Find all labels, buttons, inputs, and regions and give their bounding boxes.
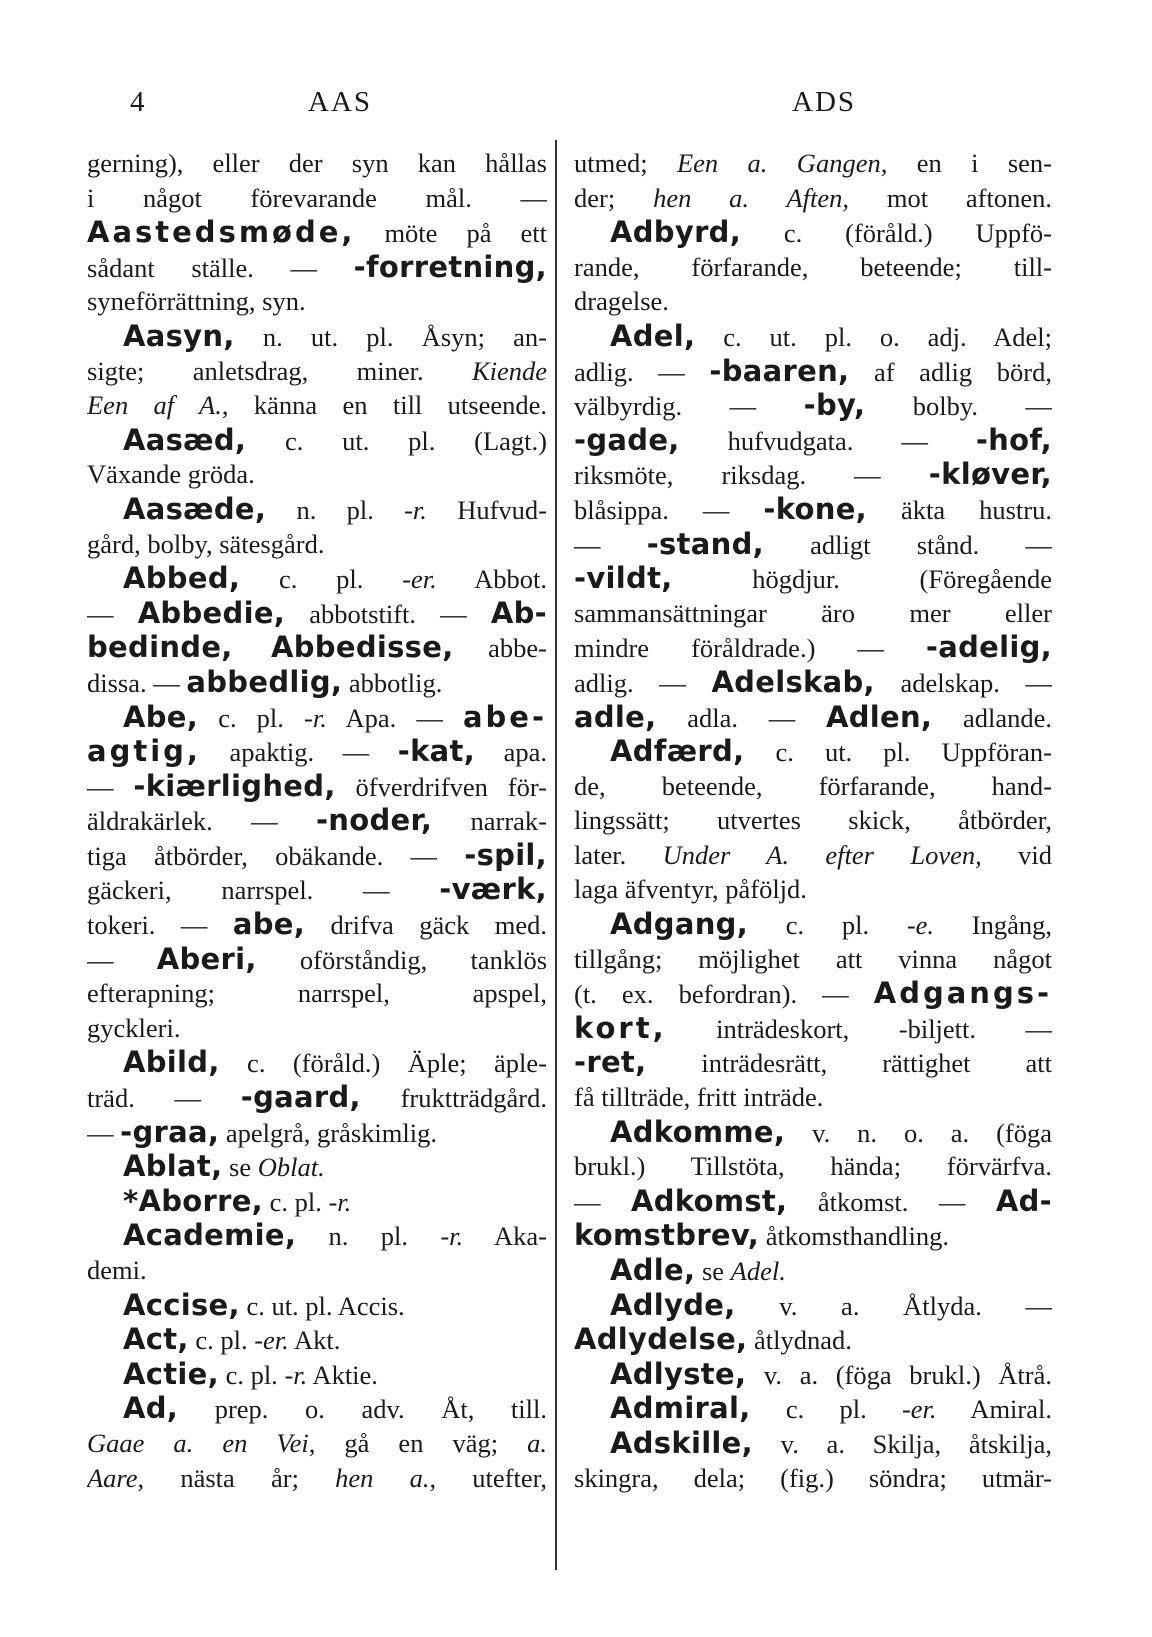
headword: Abbedie, bbox=[137, 595, 286, 630]
definition-text: — bbox=[87, 598, 138, 629]
definition-text: inträdesrätt, rättighet att bbox=[646, 1048, 1052, 1079]
headword: bedinde, Abbedisse, bbox=[87, 630, 454, 665]
dictionary-line bbox=[574, 1115, 1052, 1150]
definition-text: c. pl. bbox=[188, 1325, 255, 1356]
headword: adle, bbox=[574, 699, 657, 734]
dictionary-line bbox=[87, 250, 547, 285]
definition-text: c. ut. pl. o. adj. Adel; bbox=[695, 321, 1052, 352]
definition-text: adligt stånd. — bbox=[763, 529, 1052, 560]
headword: agtig, bbox=[87, 734, 201, 769]
definition-text: abbotstift. — bbox=[285, 598, 491, 629]
definition-text: Apa. — bbox=[326, 702, 463, 733]
dictionary-line bbox=[574, 181, 1052, 216]
dictionary-line bbox=[574, 1045, 1052, 1080]
dictionary-line bbox=[574, 838, 1052, 873]
definition-text: de, beteende, förfarande, hand- bbox=[574, 770, 1052, 801]
definition-text: utmed; bbox=[574, 148, 677, 178]
headword: Accise, bbox=[123, 1287, 240, 1322]
definition-text: efterapning; narrspel, apspel, bbox=[87, 978, 547, 1009]
italic-text: -r. bbox=[440, 1221, 464, 1252]
dictionary-line bbox=[87, 1184, 547, 1219]
definition-text: later. bbox=[574, 839, 663, 870]
dictionary-line bbox=[574, 1080, 1052, 1115]
headword: Adlyste, bbox=[610, 1356, 747, 1391]
italic-text: -r. bbox=[404, 494, 427, 525]
definition-text: , känna en till utseende. bbox=[221, 390, 547, 421]
headword: -noder, bbox=[315, 803, 433, 838]
dictionary-line bbox=[87, 1149, 547, 1184]
definition-text: inträdeskort, -biljett. — bbox=[666, 1013, 1052, 1044]
definition-text: välbyrdig. — bbox=[574, 391, 804, 422]
definition-text: lingssätt; utvertes skick, åtbörder, bbox=[574, 805, 1052, 836]
dictionary-line bbox=[574, 976, 1052, 1011]
dictionary-line bbox=[574, 1218, 1052, 1253]
definition-text: c. pl. bbox=[198, 702, 305, 733]
headword: Aasyn, bbox=[123, 318, 235, 353]
dictionary-line bbox=[87, 1357, 547, 1392]
italic-text: Een af A. bbox=[87, 390, 222, 421]
definition-text: c. pl. bbox=[750, 1394, 902, 1425]
definition-text: v. a. Skilja, åtskilja, bbox=[752, 1428, 1052, 1459]
dictionary-line bbox=[87, 630, 547, 665]
dictionary-line bbox=[87, 527, 547, 562]
headword: -graa, bbox=[120, 1114, 220, 1149]
dictionary-line bbox=[574, 527, 1052, 562]
headword: Adkomst, bbox=[630, 1183, 788, 1218]
headword: -stand, bbox=[646, 526, 764, 561]
dictionary-line bbox=[87, 665, 547, 700]
definition-text: — bbox=[87, 944, 157, 975]
definition-text: adla. — bbox=[656, 702, 826, 733]
definition-text: adlig. — bbox=[574, 356, 710, 387]
dictionary-line bbox=[87, 319, 547, 354]
dictionary-line bbox=[87, 492, 547, 527]
definition-text: högdjur. (Föregående bbox=[672, 564, 1052, 595]
headword: Aberi, bbox=[156, 941, 257, 976]
definition-text: Abbot. bbox=[436, 564, 547, 595]
definition-text: åtlydnad. bbox=[747, 1325, 852, 1356]
definition-text: sigte; anletsdrag, miner. bbox=[87, 355, 472, 386]
headword: Adel, bbox=[610, 318, 696, 353]
italic-text: -er. bbox=[402, 564, 437, 595]
dictionary-line bbox=[87, 1288, 547, 1323]
headword: Ad- bbox=[995, 1183, 1052, 1218]
dictionary-line bbox=[87, 1218, 547, 1253]
headword: Adle, bbox=[610, 1253, 696, 1287]
dictionary-line bbox=[574, 1322, 1052, 1357]
definition-text: adlig. — bbox=[574, 667, 712, 698]
headword: Adkomme, bbox=[610, 1114, 786, 1149]
definition-text: tiga åtbörder, obäkande. — bbox=[87, 840, 465, 871]
dictionary-line bbox=[87, 1080, 547, 1115]
definition-text: träd. — bbox=[87, 1083, 241, 1114]
definition-text: öfverdrifven för- bbox=[335, 771, 547, 802]
headword: -baaren, bbox=[709, 353, 850, 388]
headword: -kat, bbox=[397, 734, 476, 769]
definition-text: gäckeri, narrspel. — bbox=[87, 875, 440, 906]
definition-text: c. pl. bbox=[262, 1186, 329, 1217]
dictionary-line bbox=[574, 215, 1052, 250]
headword: -hof, bbox=[975, 422, 1052, 457]
definition-text: brukl.) Tillstöta, hända; förvärfva. bbox=[574, 1151, 1052, 1182]
definition-text: hufvudgata. — bbox=[679, 425, 976, 456]
definition-text: dragelse. bbox=[574, 286, 669, 317]
headword: komstbrev, bbox=[574, 1218, 760, 1253]
headword: Ab- bbox=[490, 595, 547, 630]
headword: abe- bbox=[462, 699, 547, 734]
dictionary-line bbox=[87, 561, 547, 596]
headword: -værk, bbox=[439, 872, 547, 907]
definition-text: abbotlig. bbox=[342, 667, 443, 698]
definition-text: äkta hustru. bbox=[867, 494, 1052, 525]
definition-text: äldrakärlek. — bbox=[87, 806, 316, 837]
definition-text: , utefter, bbox=[429, 1462, 547, 1493]
italic-text: hen a. bbox=[335, 1462, 430, 1493]
dictionary-line bbox=[574, 734, 1052, 769]
definition-text: c. pl. bbox=[218, 1359, 285, 1390]
definition-text: blåsippa. — bbox=[574, 494, 764, 525]
dictionary-line bbox=[87, 457, 547, 492]
definition-text: mindre föråldrade.) — bbox=[574, 633, 926, 664]
definition-text: skingra, dela; (fig.) söndra; utmär- bbox=[574, 1462, 1052, 1493]
definition-text: af adlig börd, bbox=[849, 356, 1052, 387]
dictionary-line bbox=[87, 976, 547, 1011]
dictionary-line bbox=[574, 423, 1052, 458]
definition-text: — bbox=[574, 1186, 631, 1217]
definition-text: riksmöte, riksdag. — bbox=[574, 460, 929, 491]
definition-text: — bbox=[87, 771, 134, 802]
dictionary-line bbox=[87, 769, 547, 804]
dictionary-line bbox=[574, 942, 1052, 977]
headword: Abbed, bbox=[123, 561, 241, 596]
page-number: 4 bbox=[130, 86, 147, 118]
headword: Aasæd, bbox=[123, 422, 247, 457]
dictionary-line bbox=[574, 907, 1052, 942]
definition-text: apaktig. — bbox=[200, 737, 398, 768]
dictionary-line bbox=[574, 769, 1052, 804]
headword: Adfærd, bbox=[610, 734, 745, 769]
italic-text: -r. bbox=[328, 1186, 352, 1217]
definition-text: Aktie. bbox=[307, 1359, 378, 1390]
definition-text: v. a. Åtlyda. — bbox=[735, 1290, 1052, 1321]
dictionary-line bbox=[574, 561, 1052, 596]
headword: Actie, bbox=[123, 1356, 219, 1391]
headword: Ad, bbox=[123, 1391, 179, 1426]
definition-text: gerning), eller der syn kan hållas bbox=[87, 148, 547, 178]
dictionary-line bbox=[87, 423, 547, 458]
headword: Abild, bbox=[123, 1045, 220, 1080]
dictionary-line bbox=[574, 1461, 1052, 1496]
definition-text: — bbox=[574, 529, 647, 560]
definition-text: c. (föråld.) Uppfö- bbox=[741, 218, 1052, 249]
italic-text: Een a. Gangen, bbox=[676, 148, 888, 178]
definition-text: dissa. — bbox=[87, 667, 187, 698]
headword: Ablat, bbox=[123, 1149, 223, 1184]
headword: -ret, bbox=[574, 1045, 647, 1080]
headword: -kone, bbox=[763, 491, 868, 526]
definition-text: bolby. — bbox=[865, 391, 1052, 422]
dictionary-line bbox=[574, 284, 1052, 319]
dictionary-line bbox=[574, 1426, 1052, 1461]
italic-text: -r. bbox=[284, 1359, 308, 1390]
definition-text: se bbox=[695, 1256, 731, 1286]
dictionary-line bbox=[87, 1011, 547, 1046]
headword: -gade, bbox=[574, 422, 680, 457]
dictionary-line bbox=[87, 907, 547, 942]
headword: Abe, bbox=[123, 699, 199, 734]
definition-text: v. n. o. a. (föga bbox=[785, 1117, 1052, 1148]
definition-text: c. pl. bbox=[240, 564, 403, 595]
dictionary-line bbox=[87, 596, 547, 631]
dictionary-line bbox=[87, 1426, 547, 1461]
definition-text: sammansättningar äro mer eller bbox=[574, 597, 1052, 628]
definition-text: laga äfventyr, påföljd. bbox=[574, 874, 807, 905]
definition-text: demi. bbox=[87, 1255, 147, 1285]
definition-text: gå en väg; bbox=[315, 1427, 528, 1458]
definition-text: fruktträdgård. bbox=[360, 1083, 547, 1114]
definition-text: adelskap. — bbox=[874, 667, 1052, 698]
dictionary-line bbox=[574, 1288, 1052, 1323]
headword: -gaard, bbox=[240, 1080, 361, 1115]
dictionary-line bbox=[574, 596, 1052, 631]
definition-text: syneförrättning, syn. bbox=[87, 286, 306, 317]
definition-text: narrak- bbox=[432, 806, 547, 837]
dictionary-line bbox=[87, 803, 547, 838]
definition-text: sådant ställe. — bbox=[87, 252, 354, 283]
italic-text: Under A. efter Loven, bbox=[662, 839, 982, 870]
definition-text: abbe- bbox=[453, 633, 547, 664]
definition-text: gård, bolby, sätesgård. bbox=[87, 528, 325, 559]
headword: Aastedsmøde, bbox=[87, 215, 356, 250]
italic-text: Aare, bbox=[87, 1462, 145, 1493]
headword: Adlyde, bbox=[610, 1287, 736, 1322]
right-column bbox=[574, 146, 1052, 1495]
dictionary-line bbox=[574, 665, 1052, 700]
headword: -kiærlighed, bbox=[133, 768, 336, 803]
headword: Admiral, bbox=[610, 1391, 751, 1426]
dictionary-line bbox=[87, 1391, 547, 1426]
definition-text: vid bbox=[981, 839, 1052, 870]
italic-text: -e. bbox=[906, 910, 935, 941]
headword: Adlen, bbox=[825, 699, 933, 734]
definition-text: apelgrå, gråskimlig. bbox=[219, 1117, 438, 1148]
dictionary-line bbox=[574, 1357, 1052, 1392]
dictionary-line bbox=[574, 700, 1052, 735]
headword: *Aborre, bbox=[123, 1183, 263, 1218]
headword: Aasæde, bbox=[123, 491, 267, 526]
definition-text: Växande gröda. bbox=[87, 459, 255, 490]
headword: Adelskab, bbox=[711, 664, 875, 699]
definition-text: tokeri. — bbox=[87, 910, 233, 941]
definition-text: c. ut. pl. Uppföran- bbox=[744, 737, 1052, 768]
italic-text: Gaae a. en Vei, bbox=[87, 1427, 316, 1458]
definition-text: åtkomst. — bbox=[787, 1186, 996, 1217]
definition-text: gyckleri. bbox=[87, 1012, 181, 1043]
headword: abe, bbox=[232, 907, 306, 942]
definition-text: n. pl. bbox=[296, 1221, 441, 1252]
headword: -forretning, bbox=[353, 249, 547, 284]
definition-text: möte på ett bbox=[355, 218, 547, 249]
definition-text: n. ut. pl. Åsyn; an- bbox=[234, 321, 547, 352]
dictionary-line bbox=[87, 942, 547, 977]
definition-text: prep. o. adv. Åt, till. bbox=[178, 1394, 547, 1425]
definition-text: Hufvud- bbox=[426, 494, 547, 525]
italic-text: -er. bbox=[254, 1325, 289, 1356]
definition-text: Amiral. bbox=[936, 1394, 1052, 1425]
dictionary-line bbox=[574, 250, 1052, 285]
dictionary-line bbox=[87, 872, 547, 907]
dictionary-line bbox=[87, 215, 547, 250]
left-running-head: AAS bbox=[308, 86, 373, 118]
definition-text: c. (föråld.) Äple; äple- bbox=[219, 1048, 547, 1079]
dictionary-line bbox=[87, 1115, 547, 1150]
headword: -kløver, bbox=[928, 457, 1052, 492]
dictionary-line bbox=[574, 1184, 1052, 1219]
headword: Adbyrd, bbox=[610, 215, 742, 250]
definition-text: n. pl. bbox=[266, 494, 405, 525]
definition-text: apa. bbox=[475, 737, 547, 768]
definition-text: drifva gäck med. bbox=[305, 910, 547, 941]
left-column bbox=[87, 146, 547, 1495]
definition-text: der; bbox=[574, 182, 654, 213]
headword: kort, bbox=[574, 1010, 667, 1045]
dictionary-line bbox=[87, 700, 547, 735]
definition-text: Ingång, bbox=[934, 910, 1052, 941]
dictionary-line bbox=[574, 492, 1052, 527]
definition-text: mot aftonen. bbox=[848, 182, 1052, 213]
definition-text: c. ut. pl. (Lagt.) bbox=[246, 425, 547, 456]
page-header bbox=[118, 86, 1038, 126]
definition-text: c. pl. bbox=[748, 910, 907, 941]
italic-text: -er. bbox=[901, 1394, 937, 1425]
dictionary-line bbox=[574, 630, 1052, 665]
dictionary-line bbox=[87, 1253, 547, 1288]
italic-text: Oblat. bbox=[257, 1152, 325, 1183]
headword: -adelig, bbox=[925, 630, 1052, 665]
definition-text: (t. ex. befordran). — bbox=[574, 979, 874, 1010]
dictionary-line bbox=[87, 284, 547, 319]
definition-text: rande, förfarande, beteende; till- bbox=[574, 251, 1052, 282]
italic-text: Adel. bbox=[730, 1256, 786, 1286]
definition-text: få tillträde, fritt inträde. bbox=[574, 1082, 824, 1113]
dictionary-line bbox=[574, 1391, 1052, 1426]
dictionary-line bbox=[87, 838, 547, 873]
dictionary-line bbox=[574, 1011, 1052, 1046]
definition-text: adlande. bbox=[932, 702, 1052, 733]
definition-text: i något förevarande mål. — bbox=[87, 182, 547, 213]
definition-text: Aka- bbox=[463, 1221, 547, 1252]
definition-text: oförståndig, tanklös bbox=[256, 944, 547, 975]
headword: Act, bbox=[123, 1322, 189, 1357]
headword: Adskille, bbox=[610, 1425, 753, 1460]
right-running-head: ADS bbox=[792, 86, 857, 118]
dictionary-line bbox=[87, 1045, 547, 1080]
dictionary-line bbox=[574, 872, 1052, 907]
dictionary-line bbox=[87, 181, 547, 216]
definition-text: — bbox=[87, 1117, 121, 1148]
dictionary-line bbox=[87, 354, 547, 389]
headword: Academie, bbox=[123, 1218, 297, 1253]
dictionary-line bbox=[574, 1253, 1052, 1288]
dictionary-line bbox=[87, 146, 547, 181]
italic-text: hen a. Aften, bbox=[653, 182, 849, 213]
definition-text: en i sen- bbox=[887, 148, 1052, 178]
column-divider bbox=[555, 140, 557, 1570]
headword: Adgangs- bbox=[873, 976, 1052, 1011]
headword: -spil, bbox=[464, 837, 547, 872]
definition-text: c. ut. pl. Accis. bbox=[239, 1290, 405, 1321]
dictionary-line bbox=[574, 457, 1052, 492]
definition-text: se bbox=[222, 1152, 258, 1183]
headword: Adlydelse, bbox=[574, 1322, 748, 1357]
definition-text: åtkomsthandling. bbox=[759, 1221, 949, 1252]
headword: Adgang, bbox=[610, 907, 749, 942]
headword: -vildt, bbox=[574, 561, 673, 596]
dictionary-line bbox=[574, 354, 1052, 389]
dictionary-line bbox=[574, 319, 1052, 354]
dictionary-line bbox=[87, 1322, 547, 1357]
dictionary-line bbox=[574, 146, 1052, 181]
dictionary-line bbox=[574, 388, 1052, 423]
definition-text: Akt. bbox=[288, 1325, 341, 1356]
dictionary-line bbox=[574, 803, 1052, 838]
dictionary-line bbox=[87, 388, 547, 423]
italic-text: -r. bbox=[304, 702, 327, 733]
italic-text: Kiende bbox=[471, 355, 547, 386]
definition-text: v. a. (föga brukl.) Åtrå. bbox=[746, 1359, 1052, 1390]
headword: abbedlig, bbox=[186, 664, 343, 699]
dictionary-line bbox=[87, 1461, 547, 1496]
definition-text: nästa år; bbox=[144, 1462, 336, 1493]
definition-text: tillgång; möjlighet att vinna något bbox=[574, 943, 1052, 974]
headword: -by, bbox=[803, 388, 866, 423]
italic-text: a. bbox=[527, 1427, 547, 1458]
dictionary-line bbox=[574, 1149, 1052, 1184]
dictionary-line bbox=[87, 734, 547, 769]
